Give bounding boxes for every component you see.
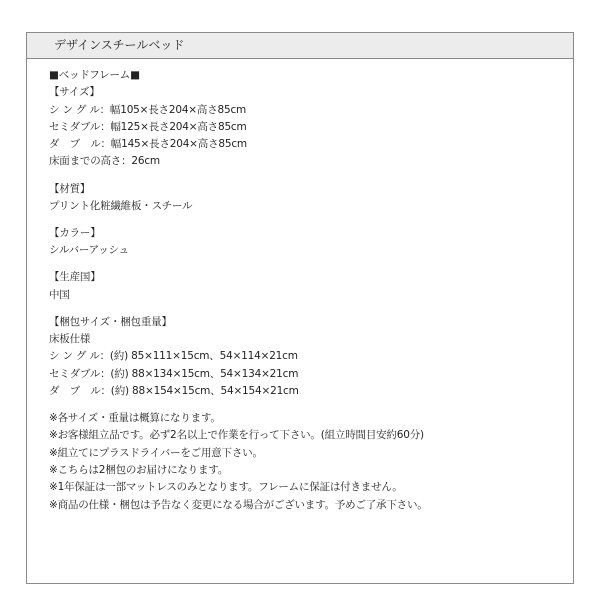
spec-body: [27, 59, 573, 514]
spacer: [49, 215, 573, 225]
spacer: [49, 400, 573, 410]
spacer: [49, 171, 573, 181]
note-line: ※組立てにプラスドライバーをご用意下さい。: [49, 446, 263, 459]
package-spec-label: 床板仕様: [49, 333, 91, 346]
spacer: [49, 304, 573, 314]
package-line-semi-double: セミダブル：(約) 88×134×15cm、54×134×21cm: [49, 367, 299, 380]
material-heading: 【材質】: [49, 182, 91, 195]
size-heading: 【サイズ】: [49, 86, 100, 99]
note-line: ※商品の仕様・梱包は予告なく変更になる場合がございます。予めご了承下さい。: [49, 498, 428, 511]
spec-box: [26, 32, 574, 584]
product-title: デザインスチールベッド: [27, 33, 573, 59]
material-line: プリント化粧繊維板・スチール: [49, 199, 193, 212]
size-line-double: ダ ブ ル：幅145×長さ204×高さ85cm: [49, 138, 247, 151]
package-heading: 【梱包サイズ・梱包重量】: [49, 315, 172, 328]
note-line: ※各サイズ・重量は概算になります。: [49, 412, 221, 425]
spacer: [49, 260, 573, 270]
size-line-single: シ ン グ ル：幅105×長さ204×高さ85cm: [49, 103, 247, 116]
size-line-semi-double: セミダブル：幅125×長さ204×高さ85cm: [49, 120, 247, 133]
origin-heading: 【生産国】: [49, 271, 101, 284]
origin-line: 中国: [49, 288, 70, 301]
package-line-single: シ ン グ ル：(約) 85×111×15cm、54×114×21cm: [49, 350, 298, 363]
package-line-double: ダ ブ ル：(約) 88×154×15cm、54×154×21cm: [49, 384, 299, 397]
color-heading: 【カラー】: [49, 226, 101, 239]
color-line: シルバーアッシュ: [49, 244, 129, 257]
frame-heading: ■ベッドフレーム■: [49, 69, 140, 81]
note-line: ※お客様組立品です。必ず2名以上で作業を行って下さい。(組立時間目安約60分): [49, 429, 424, 442]
note-line: ※1年保証は一部マットレスのみとなります。フレームに保証は付きません。: [49, 481, 403, 494]
floor-height-line: 床面までの高さ：26cm: [49, 155, 160, 168]
note-line: ※こちらは2梱包のお届けになります。: [49, 463, 229, 476]
